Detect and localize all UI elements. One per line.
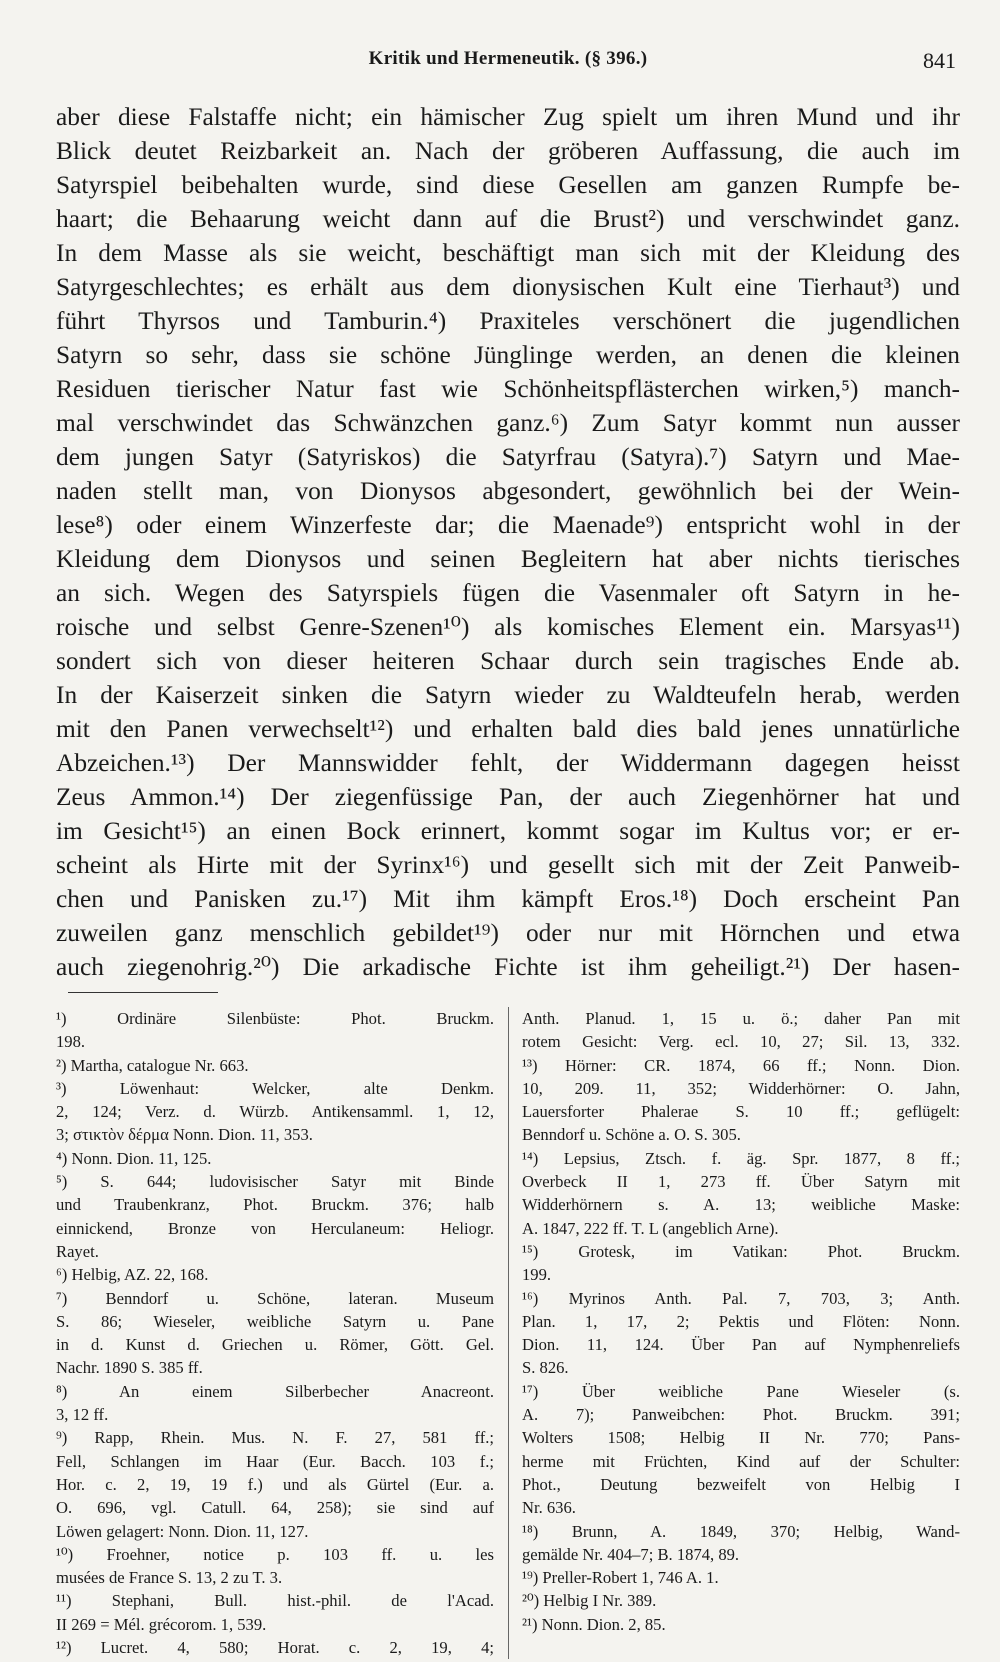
footnote-line: rotem Gesicht: Verg. ecl. 10, 27; Sil. 13, 332. xyxy=(522,1032,960,1052)
footnote-line: Dion. 11, 124. Über Pan auf Nymphenreliefs xyxy=(522,1335,960,1355)
footnotes-right-column xyxy=(522,1007,960,1659)
footnote-line: Löwen gelagert: Nonn. Dion. 11, 127. xyxy=(56,1521,309,1541)
text-line: an sich. Wegen des Satyrspiels fügen die Vasenmaler oft Satyrn in he- xyxy=(56,579,960,607)
footnote-line: ¹⁶) Myrinos Anth. Pal. 7, 703, 3; Anth. xyxy=(522,1288,960,1308)
footnotes-left-column xyxy=(56,1007,494,1659)
footnote-line: und Traubenkranz, Phot. Bruckm. 376; halb xyxy=(56,1195,494,1215)
footnote-line: 3; στικτὸν δέρμα Nonn. Dion. 11, 353. xyxy=(56,1125,313,1145)
footnote-line: ⁹) Rapp, Rhein. Mus. N. F. 27, 581 ff.; xyxy=(56,1428,494,1448)
footnote-line: Anth. Planud. 1, 15 u. ö.; daher Pan mit xyxy=(522,1009,960,1028)
running-title: Kritik und Hermeneutik. (§ 396.) xyxy=(368,48,648,69)
footnote-separator-rule xyxy=(68,992,218,993)
footnote-line: gemälde Nr. 404–7; B. 1874, 89. xyxy=(522,1544,740,1564)
text-line: Satyrspiel beibehalten wurde, sind diese Gesellen am ganzen Rumpfe be- xyxy=(56,171,960,199)
footnote-line: ¹²) Lucret. 4, 580; Horat. c. 2, 19, 4; xyxy=(56,1638,494,1658)
text-line: aber diese Falstaffe nicht; ein hämischer Zug spielt um ihren Mund und ihr xyxy=(56,103,960,131)
footnote-line: ¹⁷) Über weibliche Pane Wieseler (s. xyxy=(522,1381,960,1401)
footnote-line: ¹³) Hörner: CR. 1874, 66 ff.; Nonn. Dion. xyxy=(522,1055,960,1075)
text-line: haart; die Behaarung weicht dann auf die Brust²) und verschwindet ganz. xyxy=(56,205,960,233)
text-line: auch ziegenohrig.²⁰) Die arkadische Fichte ist ihm geheiligt.²¹) Der hasen- xyxy=(56,953,960,981)
text-line: sondert sich von dieser heiteren Schaar durch sein tragisches Ende ab. xyxy=(56,647,960,675)
footnote-line: ¹⁵) Grotesk, im Vatikan: Phot. Bruckm. xyxy=(522,1241,960,1261)
footnote-line: 198. xyxy=(56,1032,86,1052)
footnote-line: O. 696, vgl. Catull. 64, 258); sie sind auf xyxy=(56,1498,494,1518)
footnote-line: ¹⁹) Preller-Robert 1, 746 A. 1. xyxy=(522,1568,719,1588)
running-head xyxy=(56,40,960,92)
page-number: 841 xyxy=(923,48,956,73)
footnote-line: ⁴) Nonn. Dion. 11, 125. xyxy=(56,1148,212,1168)
text-line: mit den Panen verwechselt¹²) und erhalten bald dies bald jenes unnatürliche xyxy=(56,715,960,743)
footnote-line: II 269 = Mél. grécorom. 1, 539. xyxy=(56,1614,267,1634)
footnote-line: S. 86; Wieseler, weibliche Satyrn u. Pane xyxy=(56,1311,494,1331)
text-line: führt Thyrsos und Tamburin.⁴) Praxiteles verschönert die jugendlichen xyxy=(56,307,960,335)
footnote-line: ¹¹) Stephani, Bull. hist.-phil. de l'Acad. xyxy=(56,1591,494,1611)
footnote-line: herme mit Früchten, Kind auf der Schulter: xyxy=(522,1451,960,1471)
footnote-line: ²¹) Nonn. Dion. 2, 85. xyxy=(522,1614,666,1634)
text-line: Satyrn so sehr, dass sie schöne Jünglinge werden, an denen die kleinen xyxy=(56,341,960,369)
text-line: In der Kaiserzeit sinken die Satyrn wieder zu Waldteufeln herab, werden xyxy=(56,681,960,709)
footnote-line: Phot., Deutung bezweifelt von Helbig I xyxy=(522,1474,960,1494)
footnote-line: Overbeck II 1, 273 ff. Über Satyrn mit xyxy=(522,1172,960,1192)
footnote-line: Rayet. xyxy=(56,1241,99,1261)
footnote-line: Wolters 1508; Helbig II Nr. 770; Pans- xyxy=(522,1428,960,1448)
main-text-block xyxy=(56,100,960,984)
footnote-line: musées de France S. 13, 2 zu T. 3. xyxy=(56,1568,283,1588)
text-line: naden stellt man, von Dionysos abgesondert, gewöhnlich bei der Wein- xyxy=(56,477,960,505)
footnote-line: ²⁰) Helbig I Nr. 389. xyxy=(522,1591,657,1611)
column-divider xyxy=(508,1007,509,1659)
footnote-line: Hor. c. 2, 19, 19 f.) und als Gürtel (Eur. a. xyxy=(56,1474,494,1494)
footnotes xyxy=(56,1007,960,1659)
footnote-line: Nachr. 1890 S. 385 ff. xyxy=(56,1358,203,1378)
text-line: im Gesicht¹⁵) an einen Bock erinnert, kommt sogar im Kultus vor; er er- xyxy=(56,817,960,845)
footnote-line: 2, 124; Verz. d. Würzb. Antikensamml. 1, 12, xyxy=(56,1102,494,1122)
footnote-line: ⁷) Benndorf u. Schöne, lateran. Museum xyxy=(56,1288,494,1308)
footnote-line: ⁵) S. 644; ludovisischer Satyr mit Binde xyxy=(56,1172,494,1192)
text-line: Blick deutet Reizbarkeit an. Nach der gröberen Auffassung, die auch im xyxy=(56,137,960,165)
text-line: Zeus Ammon.¹⁴) Der ziegenfüssige Pan, der auch Ziegenhörner hat und xyxy=(56,783,960,811)
footnote-line: ¹⁰) Froehner, notice p. 103 ff. u. les xyxy=(56,1544,494,1564)
text-line: roische und selbst Genre-Szenen¹⁰) als komisches Element ein. Marsyas¹¹) xyxy=(56,613,960,641)
text-line: mal verschwindet das Schwänzchen ganz.⁶) Zum Satyr kommt nun ausser xyxy=(56,409,960,437)
footnote-line: S. 826. xyxy=(522,1358,569,1378)
footnote-line: Lauersforter Phalerae S. 10 ff.; geflügelt: xyxy=(522,1102,960,1122)
footnote-line: ¹⁸) Brunn, A. 1849, 370; Helbig, Wand- xyxy=(522,1521,960,1541)
footnote-line: A. 1847, 222 ff. T. L (angeblich Arne). xyxy=(522,1218,779,1238)
footnote-line: einnickend, Bronze von Herculaneum: Heliogr. xyxy=(56,1218,494,1238)
footnote-line: ¹⁴) Lepsius, Ztsch. f. äg. Spr. 1877, 8 ff.; xyxy=(522,1148,960,1168)
footnote-line: ⁸) An einem Silberbecher Anacreont. xyxy=(56,1381,494,1401)
footnote-line: 3, 12 ff. xyxy=(56,1405,109,1425)
book-page xyxy=(56,40,960,1659)
text-line: scheint als Hirte mit der Syrinx¹⁶) und gesellt sich mit der Zeit Panweib- xyxy=(56,851,960,879)
footnote-line: Fell, Schlangen im Haar (Eur. Bacch. 103 f.; xyxy=(56,1451,494,1471)
text-line: lese⁸) oder einem Winzerfeste dar; die Maenade⁹) entspricht wohl in der xyxy=(56,511,960,539)
text-line: dem jungen Satyr (Satyriskos) die Satyrfrau (Satyra).⁷) Satyrn und Mae- xyxy=(56,443,960,471)
text-line: Satyrgeschlechtes; es erhält aus dem dionysischen Kult eine Tierhaut³) und xyxy=(56,273,960,301)
footnote-line: 10, 209. 11, 352; Widderhörner: O. Jahn, xyxy=(522,1078,960,1098)
text-line: Abzeichen.¹³) Der Mannswidder fehlt, der Widdermann dagegen heisst xyxy=(56,749,960,777)
footnote-line: Nr. 636. xyxy=(522,1498,576,1518)
text-line: Residuen tierischer Natur fast wie Schönheitspflästerchen wirken,⁵) manch- xyxy=(56,375,960,403)
footnote-line: ⁶) Helbig, AZ. 22, 168. xyxy=(56,1265,209,1285)
footnote-line: Widderhörnern s. A. 13; weibliche Maske: xyxy=(522,1195,960,1215)
footnote-line: in d. Kunst d. Griechen u. Römer, Gött. Gel. xyxy=(56,1335,494,1355)
footnote-line: ²) Martha, catalogue Nr. 663. xyxy=(56,1055,249,1075)
footnote-line: A. 7); Panweibchen: Phot. Bruckm. 391; xyxy=(522,1405,960,1425)
text-line: zuweilen ganz menschlich gebildet¹⁹) oder nur mit Hörnchen und etwa xyxy=(56,919,960,947)
text-line: chen und Panisken zu.¹⁷) Mit ihm kämpft Eros.¹⁸) Doch erscheint Pan xyxy=(56,885,960,913)
text-line: Kleidung dem Dionysos und seinen Begleitern hat aber nichts tierisches xyxy=(56,545,960,573)
footnote-line: ¹) Ordinäre Silenbüste: Phot. Bruckm. xyxy=(56,1009,494,1028)
footnote-line: ³) Löwenhaut: Welcker, alte Denkm. xyxy=(56,1078,494,1098)
footnote-line: 199. xyxy=(522,1265,552,1285)
footnote-line: Plan. 1, 17, 2; Pektis und Flöten: Nonn. xyxy=(522,1311,960,1331)
text-line: In dem Masse als sie weicht, beschäftigt man sich mit der Kleidung des xyxy=(56,239,960,267)
footnote-line: Benndorf u. Schöne a. O. S. 305. xyxy=(522,1125,741,1145)
